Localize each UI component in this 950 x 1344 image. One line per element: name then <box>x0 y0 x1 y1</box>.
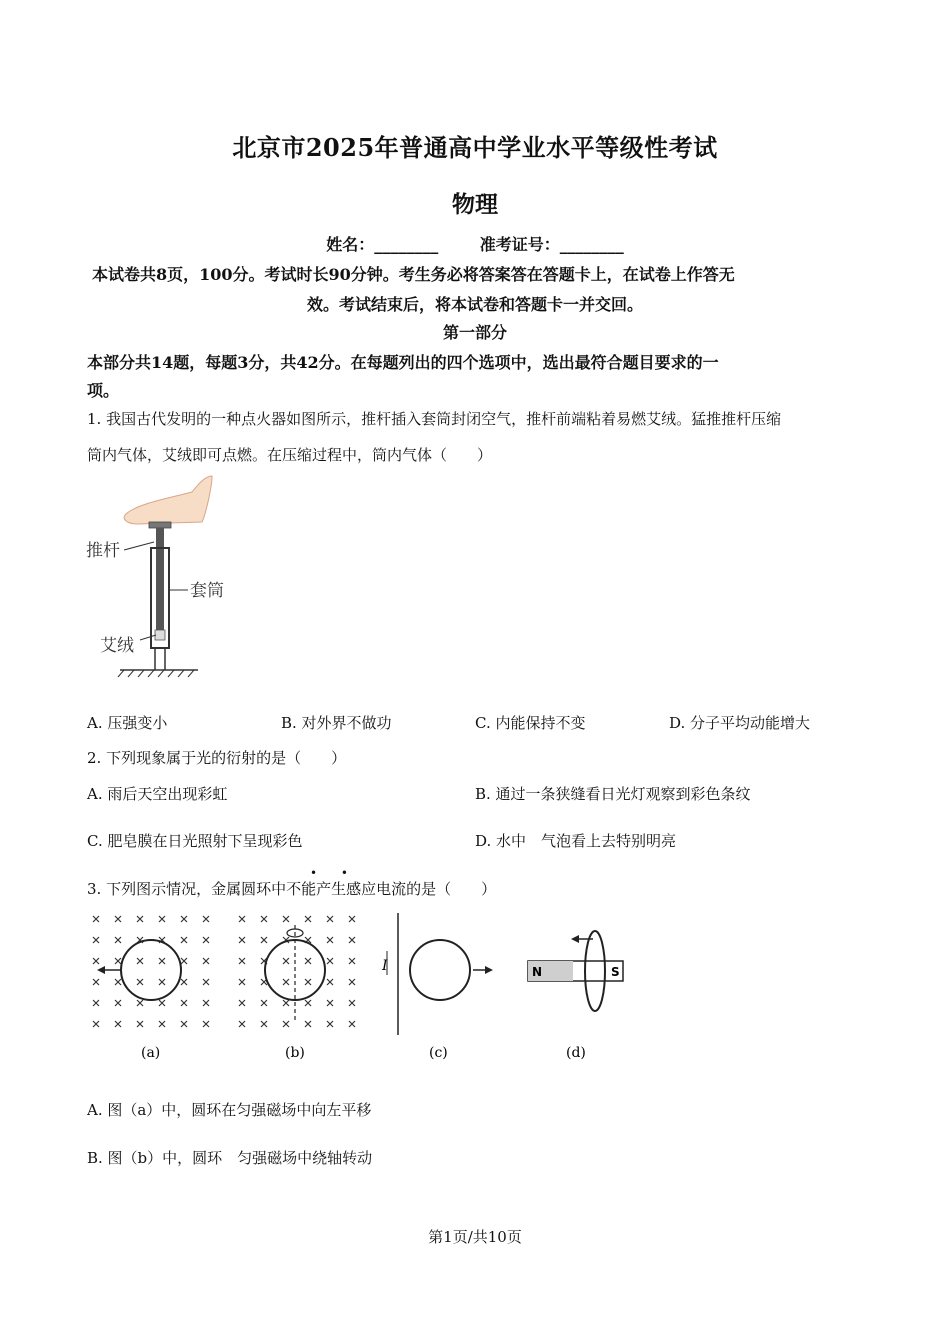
field-cross-mark <box>93 916 99 922</box>
field-cross-mark <box>349 979 355 985</box>
field-cross-mark <box>93 1000 99 1006</box>
field-cross-mark <box>349 1021 355 1027</box>
field-cross-mark <box>159 958 165 964</box>
label-moxa: 艾绒 <box>100 636 134 656</box>
q3-option-b: B. 图（b）中，圆环 匀强磁场中绕轴转动 <box>87 1149 373 1167</box>
field-cross-mark <box>181 1000 187 1006</box>
field-cross-mark <box>203 1000 209 1006</box>
field-cross-mark <box>349 958 355 964</box>
label-sleeve: 套筒 <box>190 581 224 601</box>
field-cross-mark <box>327 1021 333 1027</box>
pole-s: S <box>611 965 620 979</box>
moxa-wool <box>155 630 165 640</box>
field-cross-mark <box>115 916 121 922</box>
field-cross-mark <box>181 937 187 943</box>
rod-handle <box>149 522 171 528</box>
field-cross-mark <box>115 937 121 943</box>
field-cross-mark <box>261 937 267 943</box>
q1-option-a: A. 压强变小 <box>87 714 168 732</box>
field-cross-mark <box>181 916 187 922</box>
instructions-line-1: 本试卷共8页，100分。考试时长90分钟。考生务必将答案答在答题卡上，在试卷上作答无 <box>92 265 735 284</box>
field-cross-mark <box>159 916 165 922</box>
field-cross-mark <box>283 958 289 964</box>
figure-b <box>239 916 355 1061</box>
q2-option-b: B. 通过一条狭缝看日光灯观察到彩色条纹 <box>475 785 751 803</box>
part-desc-line-1: 本部分共14题，每题3分，共42分。在每题列出的四个选项中，选出最符合题目要求的一 <box>87 353 719 372</box>
field-cross-mark <box>283 1000 289 1006</box>
field-cross-mark <box>203 1021 209 1027</box>
field-cross-mark <box>305 958 311 964</box>
field-cross-mark <box>305 1000 311 1006</box>
field-cross-mark <box>115 958 121 964</box>
field-cross-mark <box>159 979 165 985</box>
field-cross-mark <box>137 958 143 964</box>
figure-c <box>381 913 493 1061</box>
induction-figures <box>85 905 645 1065</box>
exam-title: 北京市2025年普通高中学业水平等级性考试 <box>232 133 718 162</box>
q3-stem: 3. 下列图示情况，金属圆环中不能产生感应电流的是（ ） <box>87 880 497 898</box>
fire-piston-figure <box>80 470 260 685</box>
q1-option-c: C. 内能保持不变 <box>475 714 586 732</box>
q1-stem-line-1: 1. 我国古代发明的一种点火器如图所示，推杆插入套筒封闭空气，推杆前端粘着易燃艾绒。猛推推杆压缩 <box>87 410 782 428</box>
field-cross-mark <box>327 958 333 964</box>
field-cross-mark <box>93 1021 99 1027</box>
field-cross-mark <box>283 916 289 922</box>
label-push-rod: 推杆 <box>86 541 120 561</box>
caption-c: (c) <box>429 1045 448 1061</box>
figure-a <box>93 916 209 1061</box>
field-cross-mark <box>261 1021 267 1027</box>
field-cross-mark <box>305 916 311 922</box>
field-cross-mark <box>203 979 209 985</box>
field-cross-mark <box>181 1021 187 1027</box>
field-cross-mark <box>349 937 355 943</box>
q2-option-a: A. 雨后天空出现彩虹 <box>87 785 228 803</box>
arrow-left-icon <box>97 966 105 974</box>
field-cross-mark <box>115 1021 121 1027</box>
field-cross-mark <box>181 979 187 985</box>
q2-stem: 2. 下列现象属于光的衍射的是（ ） <box>87 749 347 767</box>
id-label: 准考证号：________ <box>479 235 624 254</box>
field-cross-mark <box>137 1000 143 1006</box>
field-cross-mark <box>349 916 355 922</box>
field-cross-mark <box>137 979 143 985</box>
push-rod <box>156 528 164 633</box>
exam-subject: 物理 <box>452 191 498 218</box>
field-cross-mark <box>283 1021 289 1027</box>
pole-n: N <box>532 965 543 979</box>
ring-a <box>121 940 181 1000</box>
field-cross-mark <box>203 916 209 922</box>
part-desc-line-2: 项。 <box>87 381 120 400</box>
field-cross-mark <box>115 979 121 985</box>
field-cross-mark <box>239 1021 245 1027</box>
candidate-info-row <box>0 232 950 255</box>
field-cross-mark <box>239 958 245 964</box>
field-cross-mark <box>327 916 333 922</box>
field-cross-mark <box>203 958 209 964</box>
arrow-left-icon <box>571 935 579 943</box>
field-cross-mark <box>327 1000 333 1006</box>
field-cross-mark <box>261 916 267 922</box>
field-cross-mark <box>239 916 245 922</box>
name-label: 姓名：________ <box>326 235 439 254</box>
instructions-line-2: 效。考试结束后，将本试卷和答题卡一并交回。 <box>306 295 643 314</box>
field-cross-mark <box>349 1000 355 1006</box>
field-cross-mark <box>239 1000 245 1006</box>
caption-a: (a) <box>141 1045 161 1061</box>
field-cross-mark <box>93 958 99 964</box>
caption-b: (b) <box>285 1045 305 1061</box>
field-cross-mark <box>305 1021 311 1027</box>
field-cross-mark <box>203 937 209 943</box>
q1-option-d: D. 分子平均动能增大 <box>669 714 811 732</box>
arrow-right-icon <box>485 966 493 974</box>
field-cross-mark <box>181 958 187 964</box>
field-cross-mark <box>239 937 245 943</box>
q3-option-a: A. 图（a）中，圆环在匀强磁场中向左平移 <box>87 1101 372 1119</box>
field-cross-mark <box>137 1021 143 1027</box>
field-cross-mark <box>115 1000 121 1006</box>
field-cross-mark <box>159 1000 165 1006</box>
current-label: I <box>382 958 388 974</box>
field-cross-mark <box>261 1000 267 1006</box>
q2-option-c: C. 肥皂膜在日光照射下呈现彩色 <box>87 832 303 850</box>
field-cross-mark <box>159 1021 165 1027</box>
field-cross-mark <box>93 937 99 943</box>
part-title: 第一部分 <box>442 323 507 342</box>
field-cross-mark <box>327 979 333 985</box>
figure-d <box>528 931 623 1061</box>
field-cross-mark <box>283 979 289 985</box>
emphasis-dots: • • <box>310 866 358 880</box>
q1-stem-line-2: 筒内气体，艾绒即可点燃。在压缩过程中，筒内气体（ ） <box>87 446 493 464</box>
q1-option-b: B. 对外界不做功 <box>281 714 392 732</box>
caption-d: (d) <box>566 1045 586 1061</box>
field-cross-mark <box>327 937 333 943</box>
q2-option-d: D. 水中 气泡看上去特别明亮 <box>475 832 677 850</box>
field-cross-mark <box>137 916 143 922</box>
ring-c <box>410 940 470 1000</box>
page-footer: 第1页/共10页 <box>428 1228 522 1246</box>
hand-icon <box>124 476 212 524</box>
field-cross-mark <box>239 979 245 985</box>
field-cross-mark <box>305 979 311 985</box>
field-cross-mark <box>93 979 99 985</box>
